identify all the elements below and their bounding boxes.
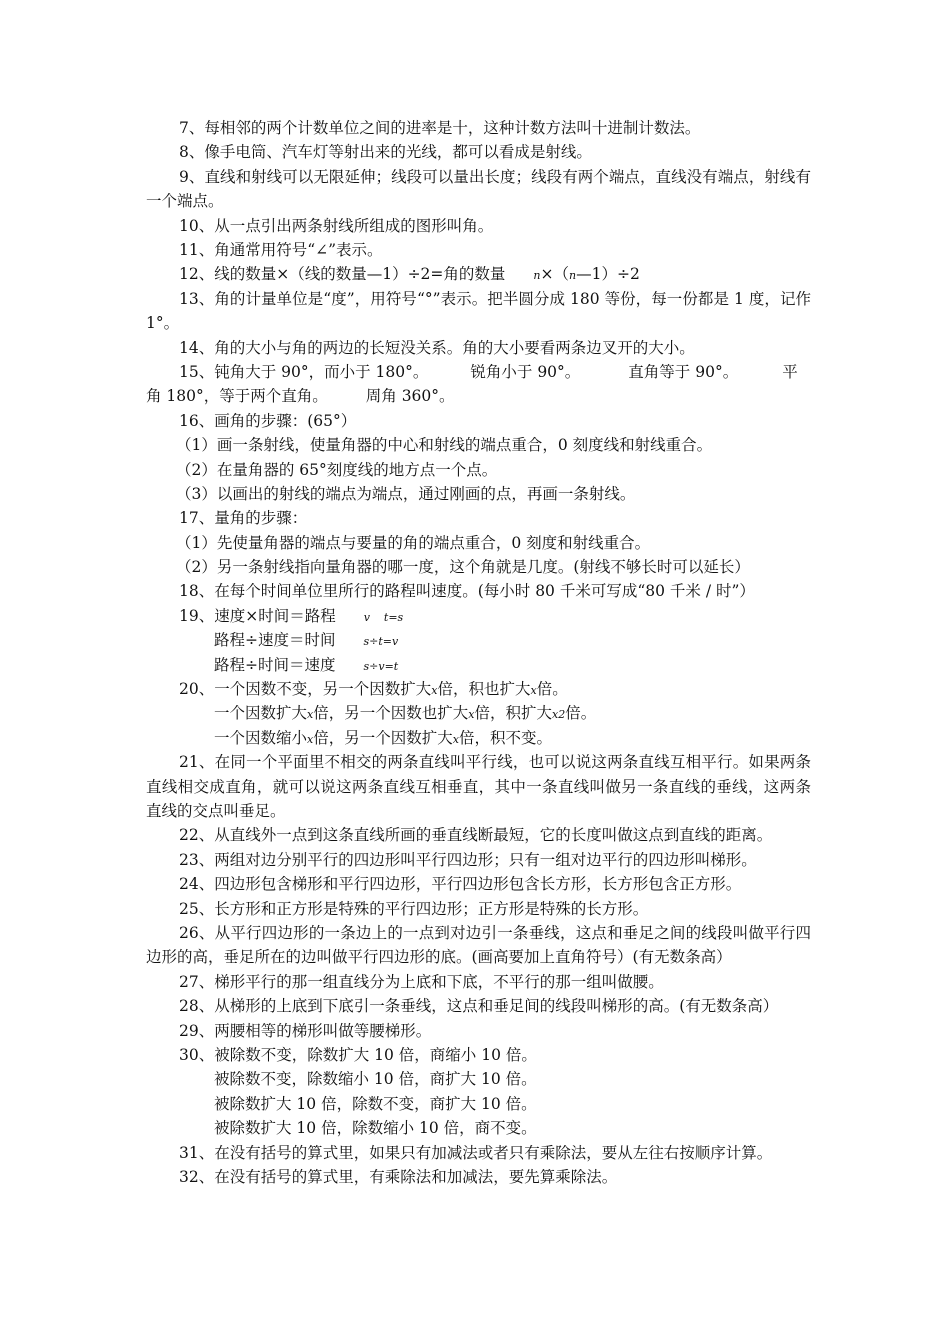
item-20b-var-1: x	[307, 708, 314, 722]
item-14: 14、角的大小与角的两边的长短没关系。角的大小要看两条边叉开的大小。	[179, 338, 695, 357]
item-20b-var-2: x	[468, 708, 475, 722]
item-20a-text-2: 倍，积也扩大	[437, 680, 531, 699]
item-18: 18、在每个时间单位里所行的路程叫速度。(每小时 80 千米可写成“80 千米 / 时”）	[179, 582, 755, 601]
item-27: 27、梯形平行的那一组直线分为上底和下底，不平行的那一组叫做腰。	[179, 972, 664, 991]
item-16: 16、画角的步骤：(65°）	[179, 411, 357, 430]
item-26: 26、从平行四边形的一条边上的一点到对边引一条垂线，这点和垂足之间的线段叫做平行四边形的高，垂足所在的边叫做平行四边形的底。(画高要加上直角符号）(有无数条高）	[146, 924, 811, 967]
item-23: 23、两组对边分别平行的四边形叫平行四边形；只有一组对边平行的四边形叫梯形。	[179, 850, 757, 869]
item-12-formula-n2: n	[569, 269, 577, 283]
item-22: 22、从直线外一点到这条直线所画的垂直线断最短，它的长度叫做这点到直线的距离。	[179, 826, 773, 845]
item-15-right: 直角等于 90°。	[628, 362, 739, 381]
item-20-line3	[146, 726, 811, 750]
item-15-line2	[146, 384, 811, 408]
item-20-line1	[146, 677, 811, 701]
item-20a-var-1: x	[431, 684, 438, 698]
item-19-line1	[146, 604, 811, 628]
item-20-line2	[146, 701, 811, 725]
item-20c-text-1: 一个因数缩小	[214, 728, 308, 747]
item-12-formula-rest: —1）÷2	[576, 265, 640, 284]
item-12	[146, 262, 811, 286]
item-28: 28、从梯形的上底到下底引一条垂线，这点和垂足间的线段叫梯形的高。(有无数条高）	[179, 997, 779, 1016]
item-20b-text-1: 一个因数扩大	[214, 704, 308, 723]
item-20c-text-2: 倍，另一个因数扩大	[313, 728, 453, 747]
item-15-acute: 锐角小于 90°。	[470, 362, 581, 381]
item-15-straight: 角 180°，等于两个直角。	[146, 387, 328, 406]
item-15-full: 周角 360°。	[365, 387, 455, 406]
item-8: 8、像手电筒、汽车灯等射出来的光线，都可以看成是射线。	[179, 143, 592, 162]
item-19-speed: 19、速度×时间＝路程	[179, 606, 336, 625]
item-15-line1	[146, 360, 811, 384]
item-29: 29、两腰相等的梯形叫做等腰梯形。	[179, 1021, 432, 1040]
item-20b-text-2: 倍，另一个因数也扩大	[313, 704, 469, 723]
item-19-formula-1: v t=s	[363, 610, 404, 624]
item-12-formula-n1: n	[533, 269, 541, 283]
item-20b-var-3: x2	[551, 708, 566, 722]
item-12-text: 12、线的数量×（线的数量—1）÷2=角的数量	[179, 265, 506, 284]
item-20b-text-4: 倍。	[565, 704, 597, 723]
document-body	[146, 116, 811, 1189]
item-17-step-1: （1）先使量角器的端点与要量的角的端点重合，0 刻度和射线重合。	[176, 533, 651, 552]
item-19-velocity: 路程÷时间＝速度	[214, 655, 336, 674]
item-16-step-2: （2）在量角器的 65°刻度线的地方点一个点。	[176, 460, 498, 479]
item-20c-text-3: 倍，积不变。	[458, 728, 552, 747]
item-16-step-1: （1）画一条射线，使量角器的中心和射线的端点重合，0 刻度线和射线重合。	[176, 436, 713, 455]
item-19-formula-3: s÷v=t	[363, 659, 399, 673]
item-32: 32、在没有括号的算式里，有乘除法和加减法，要先算乘除法。	[179, 1167, 618, 1186]
item-30-line4: 被除数扩大 10 倍，除数缩小 10 倍，商不变。	[214, 1119, 537, 1138]
item-7: 7、每相邻的两个计数单位之间的进率是十，这种计数方法叫十进制计数法。	[179, 119, 701, 137]
item-21: 21、在同一个平面里不相交的两条直线叫平行线，也可以说这两条直线互相平行。如果两条直线相交成直角，就可以说这两条直线互相垂直，其中一条直线叫做另一条直线的垂线，这两条直线的交点叫垂足。	[146, 753, 811, 821]
item-11: 11、角通常用符号“∠”表示。	[179, 240, 383, 259]
item-19-formula-2: s÷t=v	[363, 635, 399, 649]
item-15-obtuse: 15、钝角大于 90°，而小于 180°。	[179, 362, 429, 381]
item-30-line3: 被除数扩大 10 倍，除数不变，商扩大 10 倍。	[214, 1094, 537, 1113]
item-16-step-3: （3）以画出的射线的端点为端点，通过刚画的点，再画一条射线。	[176, 484, 636, 503]
item-25: 25、长方形和正方形是特殊的平行四边形；正方形是特殊的长方形。	[179, 899, 649, 918]
item-20a-var-2: x	[530, 684, 537, 698]
item-9: 9、直线和射线可以无限延伸；线段可以量出长度；线段有两个端点，直线没有端点，射线有一个端点。	[146, 167, 811, 211]
item-30-line2: 被除数不变，除数缩小 10 倍，商扩大 10 倍。	[214, 1070, 537, 1089]
item-20b-text-3: 倍，积扩大	[474, 704, 552, 723]
item-31: 31、在没有括号的算式里，如果只有加减法或者只有乘除法，要从左往右按顺序计算。	[179, 1143, 773, 1162]
item-24: 24、四边形包含梯形和平行四边形，平行四边形包含长方形，长方形包含正方形。	[179, 875, 742, 894]
item-20a-text-1: 20、一个因数不变，另一个因数扩大	[179, 680, 432, 699]
item-20c-var-2: x	[452, 732, 459, 746]
item-20c-var-1: x	[307, 732, 314, 746]
item-15-straight-start: 平	[782, 362, 798, 381]
item-17: 17、量角的步骤：	[179, 509, 308, 528]
item-20a-text-3: 倍。	[536, 680, 568, 699]
item-17-step-2: （2）另一条射线指向量角器的哪一度，这个角就是几度。(射线不够长时可以延长）	[176, 558, 750, 577]
item-12-formula-x: ×（	[540, 265, 570, 284]
item-30-line1: 30、被除数不变，除数扩大 10 倍，商缩小 10 倍。	[179, 1045, 537, 1064]
item-10: 10、从一点引出两条射线所组成的图形叫角。	[179, 216, 494, 235]
item-19-time: 路程÷速度＝时间	[214, 631, 336, 650]
item-19-line3	[146, 653, 811, 677]
item-19-line2	[146, 628, 811, 652]
item-13: 13、角的计量单位是“度”，用符号“°”表示。把半圆分成 180 等份，每一份都是 1 度，记作 1°。	[146, 289, 811, 333]
